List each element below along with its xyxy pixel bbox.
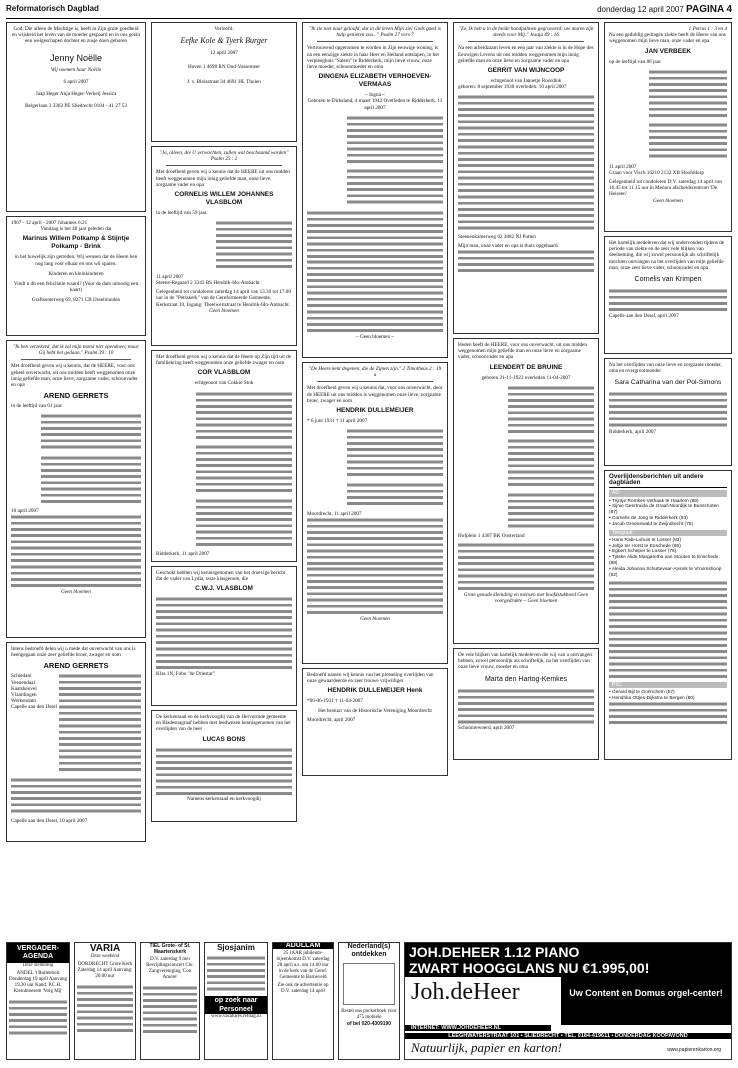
mourn-note: Geen bloemen — [360, 616, 390, 622]
text-block — [458, 688, 594, 725]
place: Veenendaal — [11, 679, 35, 686]
body: Na een arbeidzaam leven en een jaar van ziekte is in de Hope des Eeuwigen Levens uit ons midden weggenomen mijn innig geliefde man en onze lieve en zorgzame vader en opa — [458, 45, 594, 64]
book-image — [343, 963, 395, 1005]
intro: Geschokt hebben wij kennisgenomen van het droevige bericht dat de vader van Lydia, onze klasgenote, die — [156, 570, 286, 583]
intro: Bedroefd namen wij kennis van het plotseling overlijden van onze gewaardeerde en zeer trouwe vrijwilliger — [307, 672, 434, 685]
family-list — [196, 498, 292, 548]
family-list — [458, 144, 594, 194]
ad-title: TIEL Grote- of St. Maartenskerk — [149, 943, 191, 955]
section-title: Overlijdensberichten uit andere dagbladen — [609, 474, 727, 488]
ad-lines — [77, 984, 133, 1034]
column-4 — [453, 22, 599, 1018]
notice-cwj-vlasblom — [151, 566, 297, 706]
family-list — [41, 413, 141, 450]
list-lines — [609, 701, 727, 726]
mourn-note: Geen bloemen — [653, 197, 683, 204]
quote: "Zo, Ik heb u in de beide handpalmen gegraveerd; uw muren zijn steeds voor Mij." Jesaja 49 : 16 — [458, 26, 594, 39]
ad-body: DORDRECHT Grote Kerk Zaterdag 14 april Aanvang: 20.00 uur — [77, 962, 133, 979]
intro: De kerkenraad en de kerkvoogdij van de Hervormde gemeente en Bladesnagraaf hebben met leedwezen kennisgenomen van het overlijden van de heer — [156, 714, 291, 733]
address: Steenenkamerweg 62 3882 NJ Putten — [458, 233, 536, 240]
service: Gelegenheid tot condoleren zaterdag 14 april van 13.30 tot 17.00 uur in de "Petrakerk" van de Gereformeerde Gemeente, Kerkstraat 10, Ingang: Theelwertstraat te Hendrik-Ido-Ambacht. — [156, 289, 291, 308]
address: Beigerlaan 3 3362 PE Sliedrecht 0184 - 41 27 53 — [25, 103, 127, 110]
date: Moordrecht, 11 april 2007 — [307, 510, 362, 517]
place: Werkendam — [11, 698, 36, 705]
ad-sjosjanim — [204, 942, 268, 1060]
ad-sub: Deze stemming — [22, 963, 54, 968]
mourn-note: Geen bloemen — [209, 307, 239, 314]
body: Met droefheid geven wij u kennis dat de HEERE uit ons midden heeft weggenomen mijn innig geliefde man, onze lieve, zorgzame vader en opa — [156, 169, 290, 188]
ad-slogan: Uw Content en Domus orgel-center! — [561, 977, 731, 1025]
birth-notice-noelle — [6, 22, 146, 212]
deceased-name: Sara Catharina van der Pol-Simons — [614, 379, 722, 387]
ad-headline-1: JOH.DEHEER 1.12 PIANO — [409, 944, 580, 960]
deceased-name: COR VLASBLOM — [197, 369, 251, 377]
ad-varia — [74, 942, 136, 1060]
list-item: • Gerard Bijl te Gorinchem (57) — [609, 689, 675, 695]
dates: Geboren te Dirksland, 4 maart 1942 Overleden te Ridderkerk, 11 april 2007 — [307, 98, 443, 111]
body: Met droefheid geven wij u kennis dat, voor ons onverwacht, door de HEERE uit ons midden is weggenomen onze lieve, zorgzame broer, zwager en oom — [307, 385, 443, 404]
obituary-dingena — [302, 22, 448, 358]
quote: "Ja, alleen, die U verwachten, zullen wat beschaamd worden" Psalm 25 : 2 — [159, 150, 289, 163]
deceased-name: HENDRIK DULLEMEIJER — [336, 407, 414, 415]
family-list — [347, 482, 443, 507]
place: Vlaardingen — [11, 692, 37, 699]
text-block — [609, 391, 727, 428]
intro: Vandaag is het 40 jaar geleden dat — [40, 226, 112, 233]
paper-name: Reformatorisch Dagblad — [6, 4, 99, 13]
ad-address: LEEGHWATERSTRAAT 101 • SLIEDRECHT • TEL. 0184-419611 • DONDERDAG KOOPAVOND — [405, 1033, 731, 1039]
funeral-details — [307, 566, 443, 616]
intro: Intens bedroefd delen wij u mede dat onverwacht van ons is heengegaan onze zeer geliefde broer, zwager en oom — [11, 646, 136, 659]
body: Het hartelijk medeleven dat wij ondervonden tijdens de periode van ziekte en de zeer vele blijken van deelneming, die wij zowel persoonlijk als schriftelijk mochten ontvangen na het overlijden van mijn geliefde man, onze zeer lieve vader, schoonvader en opa — [609, 240, 725, 271]
ad-body: D.V. zaterdag 9 mei Bevrijdingsconcert Chr. Zangvereniging 'Con Amore' — [146, 957, 194, 980]
service: Gelegenheid tot condoleren D.V. zaterdag 14 april van 16.45 tot 11.15 uur in Menora afscheidscentrum 'De Heiseen' — [609, 179, 722, 198]
list-item: • Cornelis de Jong te Ridderkerk (93) — [609, 516, 688, 521]
funeral-details — [307, 309, 443, 334]
body: in het huwelijk zijn getreden. Wij wensen dat de Heere hen nog lang voor elkaar en ons wil sparen. — [14, 254, 138, 267]
obituary-wijncoop — [453, 22, 599, 334]
deceased-name: LUCAS BONS — [202, 735, 246, 743]
list-item: • Jacob Groenewald te Zwijndrecht (75) — [609, 521, 694, 527]
list-lines — [609, 630, 727, 680]
family-list — [41, 455, 141, 505]
text-block — [609, 288, 727, 313]
ad-title: ADULLAM — [273, 943, 333, 949]
list-item: • Trijntje Romkes-Vethaak te Haarlem (88) — [609, 498, 699, 504]
obituary-dullemeijer — [302, 362, 448, 664]
address: Graan voor Visch 16210 2132 XB Hoofddorp — [609, 169, 704, 176]
deceased-name: LEENDERT DE BRUINE — [489, 363, 563, 371]
intro: Heden heeft de HEERE, voor ons onverwacht, uit ons midden weggenomen mijn geliefde man en onze lieve en zorgzame vader, schoonvader en opa — [458, 342, 587, 361]
deceased-name: GERRIT VAN WIJNCOOP — [487, 67, 565, 75]
parents: Jaap Heger Anja Heger-Verheij Jessica — [35, 91, 117, 98]
age: in de leeftijd van 61 jaar. — [11, 403, 63, 410]
subsection: Telegraaf — [609, 530, 727, 536]
body: Met droefheid geven wij u kennis, dat de HEERE, voor ons geheel onverwacht, uit ons midden heeft weggenomen onze innig geliefde man, onze lieve, zorgzame vader, schoonvader en opa — [11, 363, 138, 389]
brand-logo: Joh.deHeer — [411, 979, 520, 1005]
ad-sub: op zoek naar Personeel — [205, 996, 267, 1014]
obituary-gerrets — [6, 340, 146, 638]
ad-headline — [405, 943, 731, 977]
children: Kinderen en kleinkinderen — [48, 270, 104, 277]
dates: geboren 21-11-1923 overleden 11-04-2007 — [481, 374, 571, 381]
thanks-van-krimpen — [604, 236, 732, 354]
family-list — [59, 723, 141, 773]
age: in de leeftijd van 59 jaar. — [156, 210, 208, 217]
ad-title: VARIA — [89, 943, 121, 954]
date: Capelle aan den IJssel, april 2007 — [609, 312, 679, 319]
deceased-name: Cornelis van Krimpen — [634, 276, 702, 284]
list-item: • Tjitske Alide Margaretha van Stouten te Enschede (89) — [609, 555, 719, 566]
child-name: Jenny Noëlle — [49, 52, 103, 63]
date: Ridderkerk, 11 april 2007 — [156, 551, 210, 558]
ad-nederland-ontdekken — [338, 942, 400, 1060]
ad-tiel — [140, 942, 200, 1060]
ad-site[interactable]: www.papierenkarton.org — [667, 1047, 721, 1053]
ad-vergader-agenda — [6, 942, 70, 1060]
funeral-details — [458, 249, 594, 274]
ad-lines — [207, 955, 265, 992]
address: Graftsonterweg 69, 8271 CB IJsselmuiden — [31, 297, 121, 304]
ad-internet[interactable]: INTERNET: WWW.JOHDEHEER.NL — [405, 1025, 551, 1031]
family-list — [347, 428, 443, 478]
topline: 1967 - 12 april - 2007 Johannes 6:21 — [11, 220, 88, 226]
list-item: • Egbert Scheper te Losser (76) — [609, 549, 677, 555]
notice-date: 6 april 2007 — [63, 78, 89, 85]
age: op de leeftijd van 86 jaar. — [609, 58, 662, 65]
address: Haven 1 4698 RN Oud-Vossemeer — [188, 64, 260, 71]
family-list — [196, 391, 292, 441]
column-2 — [151, 22, 297, 1018]
intro: Na een geduldig gedragen ziekte heeft de Heere van ons weggenomen mijn lieve man, onze vader en opa — [609, 32, 726, 45]
deceased-name: C.W.J. VLASBLOM — [195, 585, 253, 593]
notice-sub: Wij noemen haar Noëlle — [50, 66, 102, 73]
family-list — [458, 194, 594, 231]
list-lines — [609, 580, 727, 630]
ad-url[interactable]: www.vacatures.refdag.nl — [211, 1014, 261, 1020]
obituary-verbeek — [604, 22, 732, 232]
text-block — [156, 747, 292, 797]
close-line: Capelle aan den IJssel, 10 april 2007 — [11, 817, 88, 824]
mourn-note: Grote genade kleinding en mensen met hoofdstukhoed Geen voorgedrukte ~ Geen bloemen — [463, 591, 589, 605]
date: Klas 1N, Fobo "de Driestar" — [156, 670, 215, 677]
visit: Vindt u dit een felicitatie waard? (Voor de dam uitnodig een kaart) — [13, 281, 139, 294]
family-list — [508, 492, 594, 529]
notice-lucas-bons — [151, 710, 297, 822]
place: Kaatsheuvel — [11, 685, 37, 692]
ad-phone: of bel 020-4309190 — [346, 1021, 392, 1027]
notice-dullemeijer-henk — [302, 668, 448, 776]
mourn-note: Mijn man, onze vader en opa is thuis opgebaard. — [458, 243, 559, 249]
list-item: • Sijnie Geertruida de Graaf-Noordijk te Bunschoten (87) — [609, 504, 719, 516]
date: Ridderkerk, april 2007 — [609, 428, 657, 435]
ad-title: VERGADER-AGENDA — [7, 943, 69, 963]
funeral-details — [458, 542, 594, 592]
funeral-details — [11, 564, 141, 589]
couple-names: Eefke Kole & Tyerk Burger — [180, 36, 268, 46]
ad-title: Sjosjanim — [217, 943, 255, 952]
list-item: • Hans Rabi-Lohuis te Losser (83) — [609, 537, 682, 543]
list-item: • Aleida Johanna Schuttevaar-Ansink te Vroomshoop (82) — [609, 566, 722, 578]
sub: echtgenoot van Jannetje Roordink — [490, 78, 562, 85]
date: 11 april 2007 — [156, 273, 184, 280]
sub: echtgenoot van Cokkie Stok — [194, 380, 254, 387]
title: Verloofd: — [214, 26, 234, 32]
obituary-vlasblom — [151, 146, 297, 346]
address: Steene-Regaard 2 3343 BS Hendrik-Ido-Ambacht — [156, 280, 260, 287]
thanks-van-der-pol — [604, 358, 732, 466]
anniversary-polkamp — [6, 216, 146, 336]
date: 10 april 2007 — [11, 508, 39, 515]
funeral-details — [307, 259, 443, 309]
quote: "Ik ben verzekerd, dat ik zal mijn mond niet opendoen; maar Gij hebt het gedaan." Psalm 39 : 10 — [13, 344, 139, 357]
page-date: donderdag 12 april 2007 PAGINA 4 — [597, 4, 732, 15]
dates: geboren: 8 september 1930 overleden: 10 april 2007 — [458, 84, 567, 91]
family-list — [649, 122, 727, 159]
text-block — [11, 777, 141, 814]
ad-title: Nederland(s) ontdekken — [347, 943, 391, 958]
date: Schoonrewoerd, april 2007 — [458, 724, 515, 731]
list-item: • Jeltje ter Horst te Enschede (86) — [609, 543, 681, 549]
place: Schiedam — [11, 673, 32, 680]
ad-joh-de-heer — [404, 942, 732, 1060]
obituary-cor-vlasblom — [151, 350, 297, 562]
quote: "De Heere kent degenen, die de Zijnen zijn." 2 Timotheüs 2 : 19 a — [308, 366, 442, 379]
couple-names: Marinus Willem Polkamp & Stijntje Polkamp - Brink — [22, 235, 130, 251]
text-block — [156, 596, 292, 646]
family-list — [216, 220, 292, 270]
ad-tagline: Natuurlijk, papier en karton! — [411, 1040, 562, 1055]
family-list — [59, 673, 141, 723]
place: Capelle aan den IJssel — [11, 704, 57, 711]
notice-text: God, Die alleen de Machtige is, heeft in Zijn grote goedheid en wijsheid het leven van de moeder gespaard en in ons gezin een welgeschapen dochter en zusje doen geboren — [11, 26, 141, 45]
family-list — [347, 168, 443, 205]
intro: De vele blijken van hartelijk medeleven die wij van u ontvangen hebben, zowel persoonlijk als schriftelijk, na het overlijden van onze lieve vrouw, moeder en oma — [458, 652, 592, 671]
family-list — [196, 444, 292, 494]
obituary-de-bruine — [453, 338, 599, 644]
subsection: PZC — [609, 682, 727, 688]
engagement-kole-burger — [151, 22, 297, 142]
verse: 1 Petrus 1 : 3 en 4 — [688, 26, 727, 32]
thanks-kemkes — [453, 648, 599, 760]
obituary-gerrets-family — [6, 642, 146, 842]
ad-sub: Deze weekend — [90, 954, 120, 959]
family-list — [508, 438, 594, 488]
date: 11 april 2007 — [609, 163, 637, 170]
deceased-name: AREND GERRETS — [43, 391, 109, 401]
funeral-details — [11, 514, 141, 564]
page-header — [6, 4, 732, 19]
family-list — [649, 69, 727, 119]
intro: Na het overlijden van onze lieve en zorgzame moeder, oma en overgrootmoeder — [609, 362, 722, 375]
quote: "Ik zie niet naar geloofd, dat in dit leven Mijn ziel Gods goed is hulp genieten zou..." Psalm 27 vers 7 — [309, 26, 441, 39]
address: Hofplein 1 4307 BK Oosterland — [458, 533, 525, 540]
address: J. v. Bloisstraat 34 4691 HL Tholen — [187, 78, 261, 85]
ad-lines — [143, 985, 197, 1035]
mourn-note: ~ Geen bloemen ~ — [355, 333, 395, 340]
ad-sub: Bestel ons pocketboek voor 475 mobiele — [341, 1009, 397, 1020]
intro: Met droefheid geven wij u kennis dat de Heere op Zijn tijd uit de familiekring heeft weggenomen onze geliefde zwager en oom — [156, 354, 291, 367]
column-1 — [6, 22, 146, 1018]
family-list — [347, 115, 443, 165]
body: Vertrouwend opgenomen te worden in Zijn eeuwige woning, is na een eenzijge ziekte in haar Heer en Heiland ontslapen, in het verpleeghuis "Salem" te Ridderkerk, mijn lieve vrouw, onze lieve moeder, schoonmoeder en oma — [307, 45, 439, 71]
subsection: AD — [609, 490, 727, 496]
ad-body: ANDEL 't Ruitenbolt Donderdag 19 april Aanvang 19.30 uur Kand. P.C.H. Kleinbloesem 'Volg Mij' — [9, 971, 67, 994]
text-block — [156, 646, 292, 671]
ad-lines — [9, 999, 67, 1036]
family-list — [508, 385, 594, 435]
date: 12 april 2007 — [210, 50, 238, 57]
dates: *06-06-1931 † 11-04-2007 — [307, 698, 363, 705]
list-item: • Hendrika Ottjes-Dijkstra te Bergen (80) — [609, 695, 695, 701]
column-3 — [302, 22, 448, 1018]
funeral-details — [307, 517, 443, 567]
dates: * 6 juni 1931 † 11 april 2007 — [307, 418, 368, 425]
ad-sub: Zie ook de advertentie op D.V. zaterdag 14 april — [277, 983, 329, 994]
deceased-name: HENDRIK DULLEMEIJER Henk — [327, 687, 423, 695]
deceased-name: DINGENA ELIZABETH VERHOEVEN-VERMAAS — [318, 73, 432, 89]
column-5 — [604, 22, 732, 1018]
sub: ~ Ingna ~ — [364, 92, 386, 99]
bottom-ads — [6, 942, 732, 1060]
date: Namens kerkenraad en kerkvoogdij — [187, 796, 261, 803]
other-papers-obituaries — [604, 470, 732, 760]
deceased-name: AREND GERRETS — [43, 661, 109, 671]
deceased-name: CORNELIS WILLEM JOHANNES VLASBLOM — [174, 191, 274, 207]
ad-adullam — [272, 942, 334, 1060]
deceased-name: JAN VERBEEK — [644, 47, 692, 55]
funeral-details — [307, 210, 443, 260]
org: Het bestuur van de Historische Vereniging Moordrecht — [318, 707, 432, 714]
ad-headline-2: ZWART HOOGGLANS NU €1.995,00! — [409, 960, 650, 976]
mourn-note: Geen bloemen — [61, 588, 91, 595]
date: Moordrecht, april 2007 — [307, 716, 356, 723]
family-list — [458, 94, 594, 144]
deceased-name: Marta den Hartog-Kemkes — [484, 675, 568, 683]
ad-body: 25 JAAR jubileum-bijeenkomst D.V. zaterdag 28 april a.s. om 14.00 uur in de kerk van de Geref. Gemeente te Barneveld — [276, 951, 330, 980]
